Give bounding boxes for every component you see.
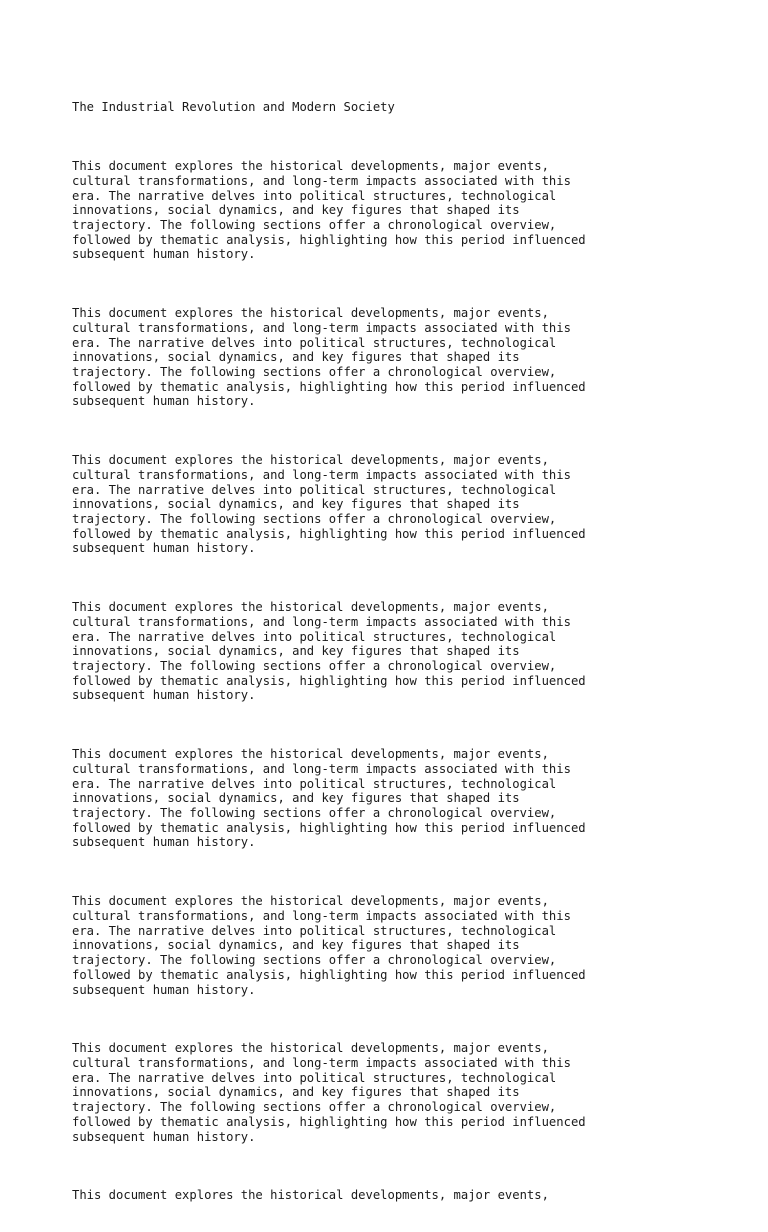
paragraph: This document explores the historical developments, major events, cultural transformations, and long-term impacts associated with this era. The narrative delves into political structures, technological innovations, social dynamics, and key figures that shaped its trajectory. The following sections offer a chronological overview, followed by thematic analysis, highlighting how this period influenced subsequent human history. bbox=[72, 159, 586, 262]
document-page bbox=[72, 71, 712, 1232]
paragraph: This document explores the historical developments, major events, cultural transformations, and long-term impacts associated with this era. The narrative delves into political structures, technological innovations, social dynamics, and key figures that shaped its trajectory. The following sections offer a chronological overview, followed by thematic analysis, highlighting how this period influenced subsequent human history. bbox=[72, 306, 586, 409]
paragraph: This document explores the historical developments, major events, cultural transformations, and long-term impacts associated with this era. The narrative delves into political structures, technological innovations, social dynamics, and key figures that shaped its trajectory. The following sections offer a chronological overview, followed by thematic analysis, highlighting how this period influenced subsequent human history. bbox=[72, 747, 586, 850]
document-title: The Industrial Revolution and Modern Society bbox=[72, 100, 395, 115]
paragraph: This document explores the historical developments, major events, cultural transformations, and long-term impacts associated with this era. The narrative delves into political structures, technological innovations, social dynamics, and key figures that shaped its trajectory. The following sections offer a chronological overview, followed by thematic analysis, highlighting how this period influenced subsequent human history. bbox=[72, 894, 586, 997]
paragraph: This document explores the historical developments, major events, cultural transformations, and long-term impacts associated with this era. The narrative delves into political structures, technological innovations, social dynamics, and key figures that shaped its trajectory. The following sections offer a chronological overview, followed by thematic analysis, highlighting how this period influenced subsequent human history. bbox=[72, 600, 586, 703]
paragraph: This document explores the historical developments, major events, bbox=[72, 1188, 549, 1203]
paragraph: This document explores the historical developments, major events, cultural transformations, and long-term impacts associated with this era. The narrative delves into political structures, technological innovations, social dynamics, and key figures that shaped its trajectory. The following sections offer a chronological overview, followed by thematic analysis, highlighting how this period influenced subsequent human history. bbox=[72, 1041, 586, 1144]
paragraph: This document explores the historical developments, major events, cultural transformations, and long-term impacts associated with this era. The narrative delves into political structures, technological innovations, social dynamics, and key figures that shaped its trajectory. The following sections offer a chronological overview, followed by thematic analysis, highlighting how this period influenced subsequent human history. bbox=[72, 453, 586, 556]
